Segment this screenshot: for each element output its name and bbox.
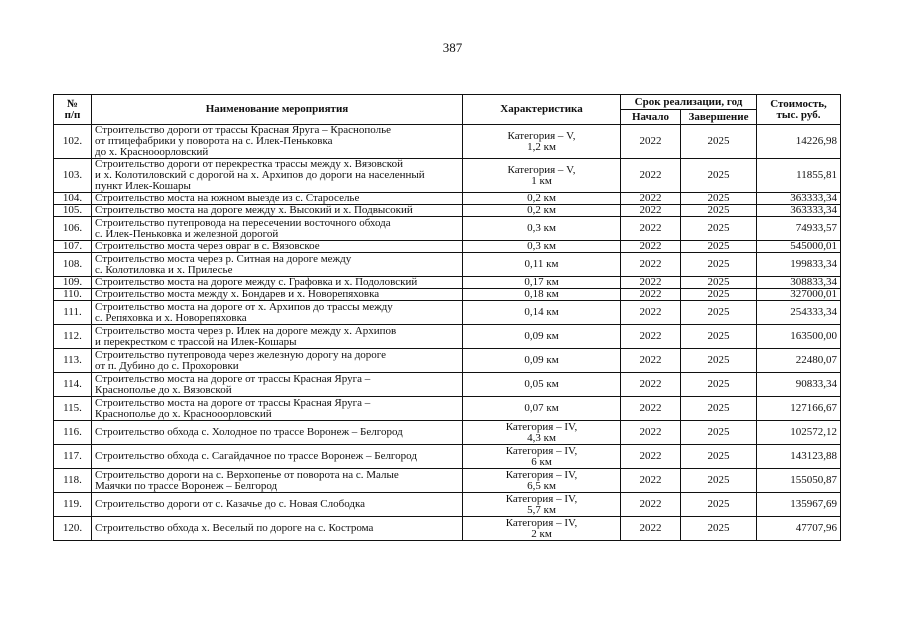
row-name	[92, 159, 463, 193]
table-row	[54, 349, 841, 373]
row-name	[92, 277, 463, 289]
row-name	[92, 325, 463, 349]
header-start: Начало	[621, 110, 681, 125]
row-name	[92, 349, 463, 373]
row-name	[92, 421, 463, 445]
row-start-year: 2022	[621, 241, 681, 253]
row-characteristic-line: 0,05 км	[524, 378, 559, 390]
row-number: 113.	[54, 349, 92, 373]
row-name-line: Краснополье до х. Вязовской	[95, 383, 232, 396]
row-characteristic	[463, 469, 621, 493]
row-characteristic-line: 6 км	[531, 455, 552, 468]
row-number: 103.	[54, 159, 92, 193]
header-num-line1: №	[66, 97, 79, 110]
row-characteristic-line: 0,3 км	[527, 240, 556, 252]
row-start-year: 2022	[621, 253, 681, 277]
table-row	[54, 217, 841, 241]
row-name-line: Краснополье до х. Краснооорловский	[95, 407, 272, 420]
row-name	[92, 205, 463, 217]
row-cost: 127166,67	[757, 397, 841, 421]
row-characteristic	[463, 301, 621, 325]
row-cost: 155050,87	[757, 469, 841, 493]
table-row	[54, 445, 841, 469]
row-name	[92, 517, 463, 541]
row-cost: 199833,34	[757, 253, 841, 277]
row-start-year: 2022	[621, 205, 681, 217]
row-cost: 545000,01	[757, 241, 841, 253]
row-number: 115.	[54, 397, 92, 421]
row-start-year: 2022	[621, 325, 681, 349]
row-characteristic-line: 5,7 км	[527, 503, 556, 516]
row-name	[92, 373, 463, 397]
page-number: 387	[442, 40, 463, 55]
row-number: 102.	[54, 125, 92, 159]
row-cost: 363333,34	[757, 193, 841, 205]
table-body	[54, 125, 841, 541]
row-name-line: Строительство моста через р. Ситная на дороге между	[95, 252, 352, 265]
row-name	[92, 397, 463, 421]
row-cost: 74933,57	[757, 217, 841, 241]
row-cost: 135967,69	[757, 493, 841, 517]
row-characteristic	[463, 373, 621, 397]
row-number: 118.	[54, 469, 92, 493]
header-period: Срок реализации, год	[621, 95, 757, 110]
row-number: 110.	[54, 289, 92, 301]
row-end-year: 2025	[681, 493, 757, 517]
row-cost: 163500,00	[757, 325, 841, 349]
row-characteristic-line: 0,2 км	[527, 192, 556, 204]
row-name-line: Строительство моста на дороге между х. Высокий и х. Подвысокий	[95, 204, 413, 216]
row-start-year: 2022	[621, 301, 681, 325]
row-number: 104.	[54, 193, 92, 205]
row-number: 111.	[54, 301, 92, 325]
row-start-year: 2022	[621, 277, 681, 289]
row-end-year: 2025	[681, 373, 757, 397]
row-characteristic	[463, 277, 621, 289]
row-characteristic	[463, 193, 621, 205]
table-row	[54, 125, 841, 159]
row-end-year: 2025	[681, 253, 757, 277]
table-row	[54, 517, 841, 541]
row-name-line: Строительство моста через р. Илек на дороге между х. Архипов	[95, 324, 397, 337]
row-name-line: Строительство дороги от трассы Красная Яруга – Краснополье	[95, 124, 392, 136]
table-row	[54, 493, 841, 517]
row-start-year: 2022	[621, 125, 681, 159]
row-characteristic	[463, 253, 621, 277]
row-name	[92, 289, 463, 301]
row-start-year: 2022	[621, 373, 681, 397]
row-characteristic-line: Категория – IV,	[505, 420, 578, 433]
row-cost: 47707,96	[757, 517, 841, 541]
table-row	[54, 421, 841, 445]
row-end-year: 2025	[681, 517, 757, 541]
row-name-line: Строительство обхода с. Сагайдачное по трассе Воронеж – Белгород	[95, 450, 417, 462]
table-row	[54, 159, 841, 193]
row-number: 109.	[54, 277, 92, 289]
row-characteristic-line: 0,09 км	[524, 354, 559, 366]
row-cost: 22480,07	[757, 349, 841, 373]
table-row	[54, 469, 841, 493]
header-cost	[757, 95, 841, 125]
table-row	[54, 289, 841, 301]
row-end-year: 2025	[681, 125, 757, 159]
row-characteristic-line: Категория – IV,	[505, 492, 578, 505]
table-row	[54, 253, 841, 277]
row-name-line: Строительство дороги на с. Верхопенье от поворота на с. Малые	[95, 468, 399, 481]
row-characteristic	[463, 217, 621, 241]
row-characteristic-line: Категория – IV,	[505, 444, 578, 457]
row-start-year: 2022	[621, 193, 681, 205]
row-name-line: Строительство моста на дороге от трассы Красная Яруга –	[95, 372, 371, 385]
row-cost: 11855,81	[757, 159, 841, 193]
row-number: 114.	[54, 373, 92, 397]
row-characteristic	[463, 349, 621, 373]
row-characteristic	[463, 397, 621, 421]
row-name-line: Строительство моста через овраг в с. Вязовское	[95, 240, 320, 252]
row-characteristic	[463, 241, 621, 253]
row-end-year: 2025	[681, 193, 757, 205]
row-characteristic	[463, 325, 621, 349]
row-name	[92, 445, 463, 469]
table-row	[54, 301, 841, 325]
row-start-year: 2022	[621, 159, 681, 193]
row-characteristic-line: 6,5 км	[527, 479, 556, 492]
row-characteristic-line: 0,11 км	[524, 258, 559, 270]
row-characteristic	[463, 289, 621, 301]
row-number: 117.	[54, 445, 92, 469]
row-number: 116.	[54, 421, 92, 445]
row-characteristic-line: Категория – V,	[507, 129, 576, 142]
row-name-line: Строительство обхода х. Веселый по дороге на с. Кострома	[95, 522, 374, 534]
row-cost: 254333,34	[757, 301, 841, 325]
row-start-year: 2022	[621, 349, 681, 373]
row-end-year: 2025	[681, 325, 757, 349]
row-start-year: 2022	[621, 217, 681, 241]
row-start-year: 2022	[621, 493, 681, 517]
row-characteristic-line: 2 км	[531, 527, 552, 540]
table-row	[54, 205, 841, 217]
row-characteristic	[463, 159, 621, 193]
header-num	[54, 95, 92, 125]
row-end-year: 2025	[681, 445, 757, 469]
row-characteristic-line: Категория – IV,	[505, 468, 578, 481]
row-name	[92, 301, 463, 325]
row-characteristic	[463, 493, 621, 517]
row-cost: 14226,98	[757, 125, 841, 159]
row-number: 107.	[54, 241, 92, 253]
row-start-year: 2022	[621, 397, 681, 421]
table-row	[54, 241, 841, 253]
row-name-line: от п. Дубино до с. Прохоровки	[95, 359, 239, 372]
row-number: 112.	[54, 325, 92, 349]
row-start-year: 2022	[621, 289, 681, 301]
row-end-year: 2025	[681, 289, 757, 301]
row-characteristic	[463, 421, 621, 445]
row-cost: 363333,34	[757, 205, 841, 217]
row-name	[92, 469, 463, 493]
row-characteristic-line: 0,17 км	[524, 276, 559, 288]
header-num-line2: п/п	[64, 108, 81, 121]
row-characteristic-line: 0,14 км	[524, 306, 559, 318]
table-row	[54, 325, 841, 349]
row-start-year: 2022	[621, 469, 681, 493]
row-end-year: 2025	[681, 421, 757, 445]
header-characteristic: Характеристика	[463, 95, 621, 125]
row-name-line: Строительство моста на дороге от х. Архипов до трассы между	[95, 300, 393, 313]
row-cost: 102572,12	[757, 421, 841, 445]
row-name-line: Строительство обхода с. Холодное по трассе Воронеж – Белгород	[95, 426, 403, 438]
row-characteristic	[463, 445, 621, 469]
row-name-line: Строительство моста на южном выезде из с. Староселье	[95, 192, 360, 204]
row-characteristic	[463, 205, 621, 217]
row-end-year: 2025	[681, 217, 757, 241]
row-name-line: с. Колотиловка и х. Прилесье	[95, 263, 233, 276]
header-end: Завершение	[681, 110, 757, 125]
row-characteristic-line: 0,3 км	[527, 222, 556, 234]
row-name-line: Строительство дороги от с. Казачье до с. Новая Слободка	[95, 498, 366, 510]
row-cost: 308833,34	[757, 277, 841, 289]
row-characteristic-line: 0,2 км	[527, 204, 556, 216]
row-name-line: до х. Краснооорловский	[95, 146, 209, 158]
row-end-year: 2025	[681, 277, 757, 289]
header-cost-line1: Стоимость,	[770, 97, 827, 110]
row-name	[92, 253, 463, 277]
row-cost: 90833,34	[757, 373, 841, 397]
row-name-line: пункт Илек-Кошары	[95, 180, 191, 192]
row-characteristic-line: 1 км	[531, 174, 552, 187]
row-name-line: Маячки по трассе Воронеж – Белгород	[95, 479, 278, 492]
table-row	[54, 277, 841, 289]
row-name-line: Строительство путепровода через железную дорогу на дороге	[95, 348, 387, 361]
row-name-line: и х. Колотиловский с дорогой на х. Архипов до дороги на населенный	[95, 169, 425, 181]
row-end-year: 2025	[681, 349, 757, 373]
row-number: 120.	[54, 517, 92, 541]
row-characteristic-line: Категория – IV,	[505, 516, 578, 529]
row-characteristic	[463, 517, 621, 541]
table-row	[54, 397, 841, 421]
row-number: 119.	[54, 493, 92, 517]
row-end-year: 2025	[681, 241, 757, 253]
row-number: 106.	[54, 217, 92, 241]
row-name-line: и перекрестком с трассой на Илек-Кошары	[95, 335, 297, 348]
row-name-line: с. Илек-Пеньковка и железной дорогой	[95, 227, 279, 240]
row-name	[92, 493, 463, 517]
row-name	[92, 125, 463, 159]
row-end-year: 2025	[681, 159, 757, 193]
table-row	[54, 193, 841, 205]
header-row-top	[54, 95, 841, 110]
row-end-year: 2025	[681, 301, 757, 325]
row-end-year: 2025	[681, 469, 757, 493]
row-name-line: с. Репяховка и х. Новорепяховка	[95, 311, 247, 324]
table-row	[54, 373, 841, 397]
row-name-line: от птицефабрики у поворота на с. Илек-Пеньковка	[95, 135, 333, 147]
row-end-year: 2025	[681, 205, 757, 217]
row-start-year: 2022	[621, 421, 681, 445]
row-name	[92, 217, 463, 241]
row-name-line: Строительство путепровода на пересечении восточного обхода	[95, 216, 391, 229]
header-name: Наименование мероприятия	[92, 95, 463, 125]
row-characteristic-line: 1,2 км	[527, 140, 556, 153]
row-number: 105.	[54, 205, 92, 217]
row-name	[92, 241, 463, 253]
row-name-line: Строительство моста на дороге между с. Графовка и х. Подоловский	[95, 276, 418, 288]
row-characteristic-line: 0,18 км	[524, 288, 559, 300]
row-cost: 327000,01	[757, 289, 841, 301]
row-number: 108.	[54, 253, 92, 277]
row-characteristic-line: 0,09 км	[524, 330, 559, 342]
row-start-year: 2022	[621, 517, 681, 541]
row-characteristic	[463, 125, 621, 159]
row-characteristic-line: Категория – V,	[507, 163, 576, 176]
projects-table	[53, 94, 841, 541]
header-cost-line2: тыс. руб.	[776, 108, 821, 121]
row-start-year: 2022	[621, 445, 681, 469]
row-name-line: Строительство дороги от перекрестка трассы между х. Вязовской	[95, 158, 403, 170]
row-characteristic-line: 0,07 км	[524, 402, 559, 414]
row-end-year: 2025	[681, 397, 757, 421]
row-characteristic-line: 4,3 км	[527, 431, 556, 444]
row-name-line: Строительство моста на дороге от трассы Красная Яруга –	[95, 396, 371, 409]
row-name-line: Строительство моста между х. Бондарев и х. Новорепяховка	[95, 288, 380, 300]
row-name	[92, 193, 463, 205]
row-cost: 143123,88	[757, 445, 841, 469]
